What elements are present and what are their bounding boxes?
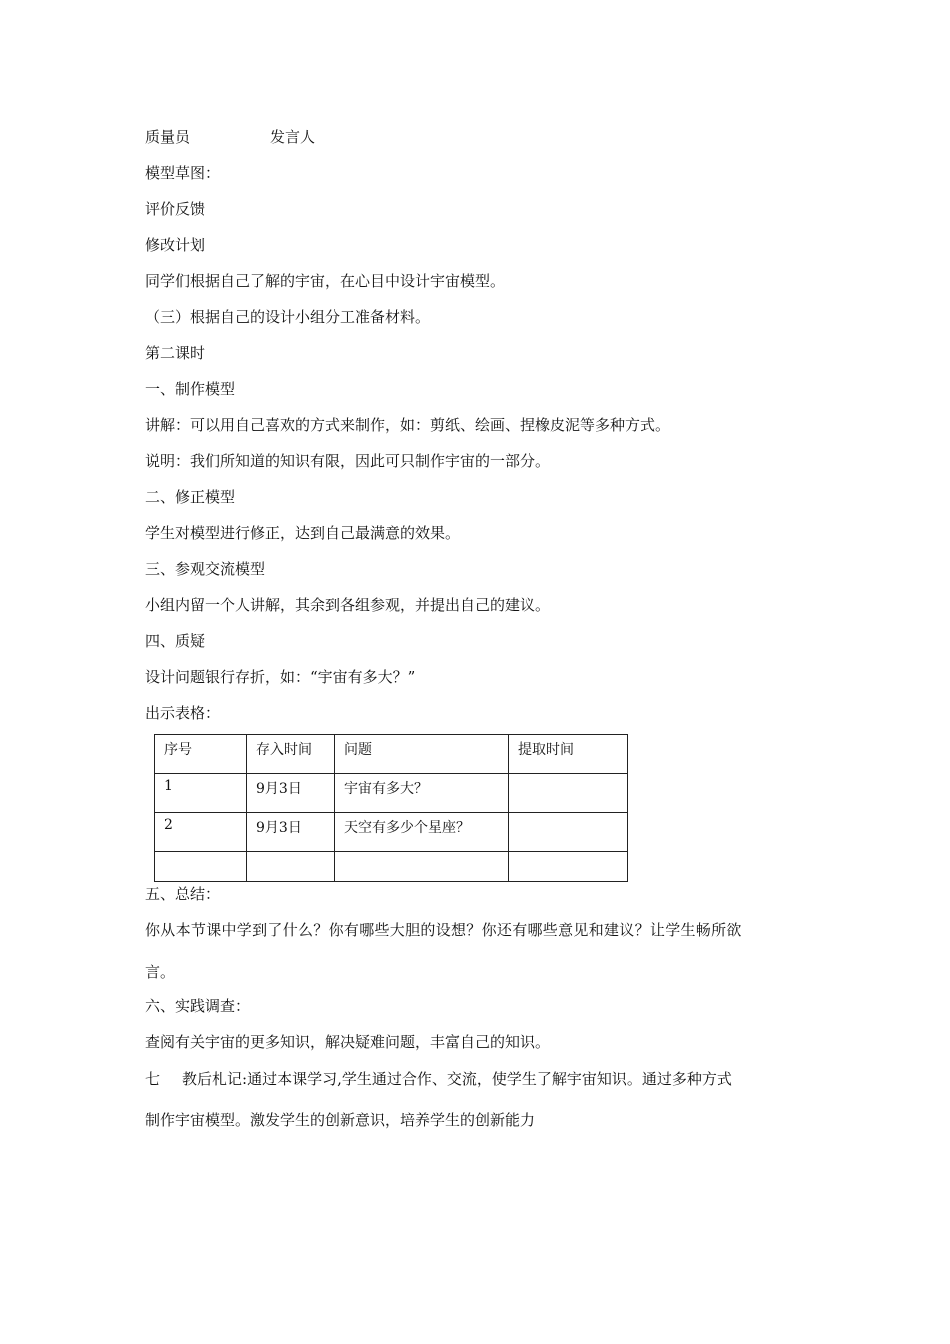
feedback-line: 评价反馈 xyxy=(145,200,206,218)
table-cell xyxy=(335,852,509,882)
section-2-heading: 二、修正模型 xyxy=(145,488,236,506)
section-1-heading: 一、制作模型 xyxy=(145,380,236,398)
materials-paragraph: （三）根据自己的设计小组分工准备材料。 xyxy=(145,308,431,326)
table-cell xyxy=(509,852,628,882)
table-cell: 宇宙有多大？ xyxy=(335,774,509,813)
table-cell xyxy=(509,813,628,852)
table-cell: 2 xyxy=(155,813,247,852)
section-3-heading: 三、参观交流模型 xyxy=(145,560,266,578)
table-cell: 天空有多少个星座？ xyxy=(335,813,509,852)
note-paragraph: 说明：我们所知道的知识有限，因此可只制作宇宙的一部分。 xyxy=(145,452,551,470)
table-cell: 1 xyxy=(155,774,247,813)
section-5-paragraph-line-2: 言。 xyxy=(145,963,176,981)
section-7-text-1: 教后札记:通过本课学习,学生通过合作、交流，使学生了解宇宙知识。通过多种方式 xyxy=(182,1070,732,1088)
role-speaker: 发言人 xyxy=(270,128,316,146)
section-6-paragraph: 查阅有关宇宙的更多知识，解决疑难问题，丰富自己的知识。 xyxy=(145,1033,551,1051)
section-5-heading: 五、总结： xyxy=(145,885,221,903)
sketch-line: 模型草图： xyxy=(145,164,221,182)
section-6-heading: 六、实践调查： xyxy=(145,997,251,1015)
table-row xyxy=(155,774,628,813)
section-4-heading: 四、质疑 xyxy=(145,632,206,650)
lesson-two-heading: 第二课时 xyxy=(145,344,206,362)
section-4-paragraph: 设计问题银行存折，如：“宇宙有多大？” xyxy=(145,668,416,686)
header-cell-deposit-time: 存入时间 xyxy=(247,735,335,774)
table-row xyxy=(155,852,628,882)
section-2-paragraph: 学生对模型进行修正，达到自己最满意的效果。 xyxy=(145,524,461,542)
table-cell xyxy=(155,852,247,882)
explain-paragraph: 讲解：可以用自己喜欢的方式来制作，如：剪纸、绘画、捏橡皮泥等多种方式。 xyxy=(145,416,671,434)
revise-plan-line: 修改计划 xyxy=(145,236,206,254)
roles-line xyxy=(145,127,315,147)
table-cell: 9月3日 xyxy=(247,813,335,852)
header-cell-index: 序号 xyxy=(155,735,247,774)
table-cell xyxy=(247,852,335,882)
role-quality: 质量员 xyxy=(145,128,191,146)
table-cell xyxy=(509,774,628,813)
header-cell-withdraw-time: 提取时间 xyxy=(509,735,628,774)
header-cell-question: 问题 xyxy=(335,735,509,774)
table-cell: 9月3日 xyxy=(247,774,335,813)
question-bank-table xyxy=(154,734,628,882)
table-header-row xyxy=(155,735,628,774)
section-7-line-2: 制作宇宙模型。激发学生的创新意识，培养学生的创新能力 xyxy=(145,1111,536,1129)
section-7-line-1 xyxy=(145,1069,732,1089)
section-7-number: 七 xyxy=(145,1070,161,1088)
design-paragraph: 同学们根据自己了解的宇宙，在心目中设计宇宙模型。 xyxy=(145,272,506,290)
show-table-line: 出示表格： xyxy=(145,704,221,722)
section-5-paragraph-line-1: 你从本节课中学到了什么？你有哪些大胆的设想？你还有哪些意见和建议？让学生畅所欲 xyxy=(145,921,742,939)
table-row xyxy=(155,813,628,852)
section-3-paragraph: 小组内留一个人讲解，其余到各组参观，并提出自己的建议。 xyxy=(145,596,551,614)
